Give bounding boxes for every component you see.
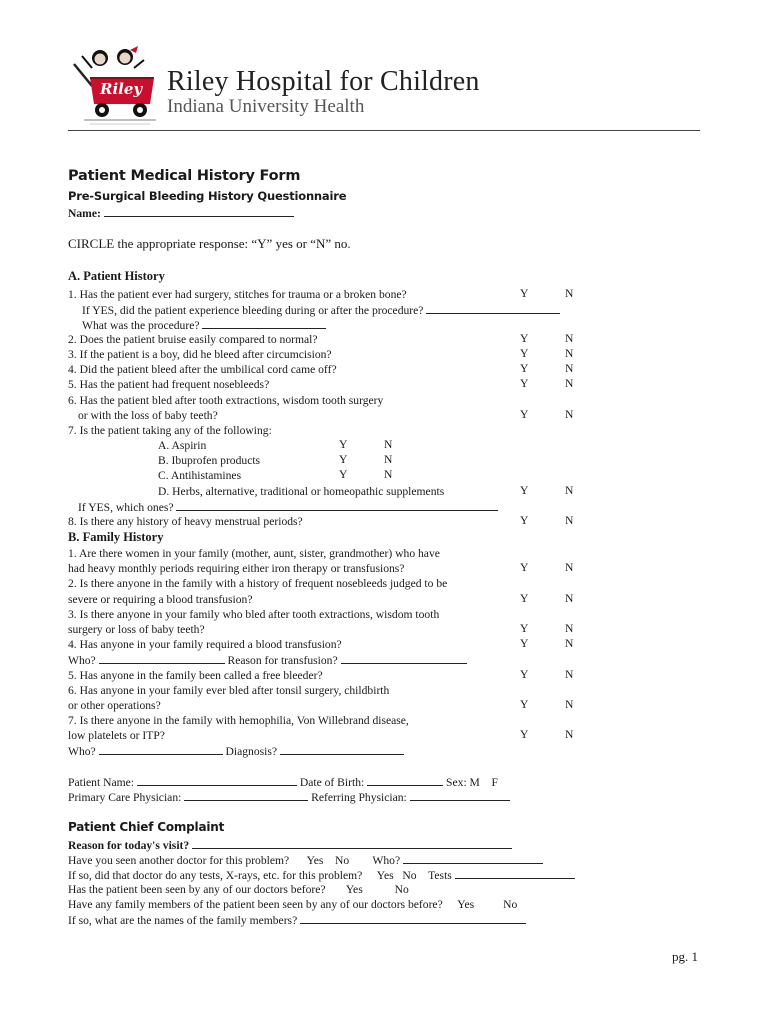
b-q4-who-row[interactable]: Who? Reason for transfusion? [68,652,467,668]
b-q2b: severe or requiring a blood transfusion? [68,593,253,606]
seen-other-who-field[interactable] [403,852,543,864]
instructions: CIRCLE the appropriate response: “Y” yes or “N” no. [68,236,351,251]
tests-yes[interactable]: Yes [376,869,394,882]
a-q6b: or with the loss of baby teeth? [78,409,218,422]
a-q7c-yes[interactable]: Y [339,468,348,481]
family-seen-row[interactable]: Have any family members of the patient been seen by any of our doctors before? Yes No [68,898,518,911]
a-q7b-yes[interactable]: Y [339,453,348,466]
referring-field[interactable] [410,789,510,801]
family-seen-no[interactable]: No [503,898,518,911]
a-q2-yes[interactable]: Y [520,332,529,345]
b-q5-no[interactable]: N [565,668,574,681]
a-q7a-no[interactable]: N [384,438,393,451]
a-q8-yes[interactable]: Y [520,514,529,527]
a-q7a: A. Aspirin [158,439,207,452]
a-q7: 7. Is the patient taking any of the following: [68,424,272,437]
name-label: Name: [68,207,101,220]
a-q4-yes[interactable]: Y [520,362,529,375]
pcp-field[interactable] [184,789,308,801]
b-q6-yes[interactable]: Y [520,698,529,711]
section-a-heading: A. Patient History [68,269,165,283]
sex-label: Sex: M [446,776,480,789]
a-q7b-no[interactable]: N [384,453,393,466]
b-q4-no[interactable]: N [565,637,574,650]
a-q8-no[interactable]: N [565,514,574,527]
a-q1a[interactable]: If YES, did the patient experience bleeding during or after the procedure? [82,302,560,318]
a-q7d: D. Herbs, alternative, traditional or homeopathic supplements [158,485,445,498]
a-q7d-no[interactable]: N [565,484,574,497]
family-names-row[interactable]: If so, what are the names of the family members? [68,912,526,928]
hospital-name: Riley Hospital for Children [167,66,480,97]
seen-other-yes[interactable]: Yes [306,854,324,867]
b-q7-who-row[interactable]: Who? Diagnosis? [68,743,404,759]
logo [70,44,160,126]
b-q7-yes[interactable]: Y [520,728,529,741]
patient-name-field[interactable] [137,774,297,786]
b-q3-yes[interactable]: Y [520,622,529,635]
name-field[interactable] [68,205,294,221]
hospital-subtitle: Indiana University Health [167,96,365,117]
family-names-field[interactable] [300,912,526,924]
tests-field[interactable] [455,867,575,879]
a-q1b[interactable]: What was the procedure? [82,317,326,333]
a-q7d-yes[interactable]: Y [520,484,529,497]
a-q3-no[interactable]: N [565,347,574,360]
b-q1-no[interactable]: N [565,561,574,574]
b-q4-yes[interactable]: Y [520,637,529,650]
a-q5: 5. Has the patient had frequent nosebleeds? [68,378,270,391]
a-q5-yes[interactable]: Y [520,377,529,390]
pcp-label: Primary Care Physician: [68,791,182,804]
header-divider [68,130,700,131]
b-q6b: or other operations? [68,699,161,712]
seen-before-no[interactable]: No [394,883,409,896]
a-q2: 2. Does the patient bruise easily compared to normal? [68,333,318,346]
reason-row[interactable]: Reason for today's visit? [68,837,512,853]
b-q7a: 7. Is there anyone in the family with hemophilia, Von Willebrand disease, [68,714,409,727]
complaint-heading: Patient Chief Complaint [68,820,225,834]
patient-info-row-1[interactable] [68,774,498,790]
b-q2-no[interactable]: N [565,592,574,605]
b-q4: 4. Has anyone in your family required a blood transfusion? [68,638,342,651]
b-q3a: 3. Is there anyone in your family who bled after tooth extractions, wisdom tooth [68,608,440,621]
a-q1-no[interactable]: N [565,287,574,300]
seen-before-yes[interactable]: Yes [345,883,363,896]
b-q6-no[interactable]: N [565,698,574,711]
a-q7c: C. Antihistamines [158,469,242,482]
b-q5-yes[interactable]: Y [520,668,529,681]
a-q4: 4. Did the patient bleed after the umbilical cord came off? [68,363,337,376]
b-q1a: 1. Are there women in your family (mother, aunt, sister, grandmother) who have [68,547,440,560]
a-q2-no[interactable]: N [565,332,574,345]
patient-info-row-2[interactable] [68,789,510,805]
a-q7e[interactable]: If YES, which ones? [78,499,498,515]
a-q7a-yes[interactable]: Y [339,438,348,451]
b-q3b: surgery or loss of baby teeth? [68,623,205,636]
a-q1-yes[interactable]: Y [520,287,529,300]
b-q6a: 6. Has anyone in your family ever bled after tonsil surgery, childbirth [68,684,390,697]
a-q6-no[interactable]: N [565,408,574,421]
a-q6-yes[interactable]: Y [520,408,529,421]
logo-wordmark: Riley [100,80,143,98]
seen-before-row[interactable]: Has the patient been seen by any of our doctors before? Yes No [68,883,409,896]
b-q5: 5. Has anyone in the family been called a free bleeder? [68,669,323,682]
seen-other-row[interactable]: Have you seen another doctor for this problem? Yes No Who? [68,852,543,868]
form-title: Patient Medical History Form [68,168,301,184]
tests-no[interactable]: No [402,869,417,882]
form-subtitle: Pre-Surgical Bleeding History Questionnaire [68,189,347,203]
patient-name-label: Patient Name: [68,776,135,789]
dob-label: Date of Birth: [299,776,365,789]
a-q6a: 6. Has the patient bled after tooth extractions, wisdom tooth surgery [68,394,384,407]
b-q2-yes[interactable]: Y [520,592,529,605]
b-q7b: low platelets or ITP? [68,729,165,742]
b-q7-no[interactable]: N [565,728,574,741]
a-q3: 3. If the patient is a boy, did he bleed after circumcision? [68,348,332,361]
section-b-heading: B. Family History [68,530,164,544]
tests-row[interactable]: If so, did that doctor do any tests, X-rays, etc. for this problem? Yes No Tests [68,867,575,883]
a-q7b: B. Ibuprofen products [158,454,261,467]
sex-f-option[interactable]: F [491,776,498,789]
dob-field[interactable] [367,774,443,786]
b-q1-yes[interactable]: Y [520,561,529,574]
referring-label: Referring Physician: [311,791,407,804]
family-seen-yes[interactable]: Yes [457,898,475,911]
a-q8: 8. Is there any history of heavy menstrual periods? [68,515,303,528]
b-q2a: 2. Is there anyone in the family with a history of frequent nosebleeds judged to be [68,577,448,590]
b-q1b: had heavy monthly periods requiring either iron therapy or transfusions? [68,562,405,575]
a-q1: 1. Has the patient ever had surgery, stitches for trauma or a broken bone? [68,288,407,301]
a-q7c-no[interactable]: N [384,468,393,481]
a-q5-no[interactable]: N [565,377,574,390]
a-q3-yes[interactable]: Y [520,347,529,360]
b-q3-no[interactable]: N [565,622,574,635]
seen-other-no[interactable]: No [335,854,350,867]
a-q4-no[interactable]: N [565,362,574,375]
page-number: pg. 1 [672,949,698,964]
